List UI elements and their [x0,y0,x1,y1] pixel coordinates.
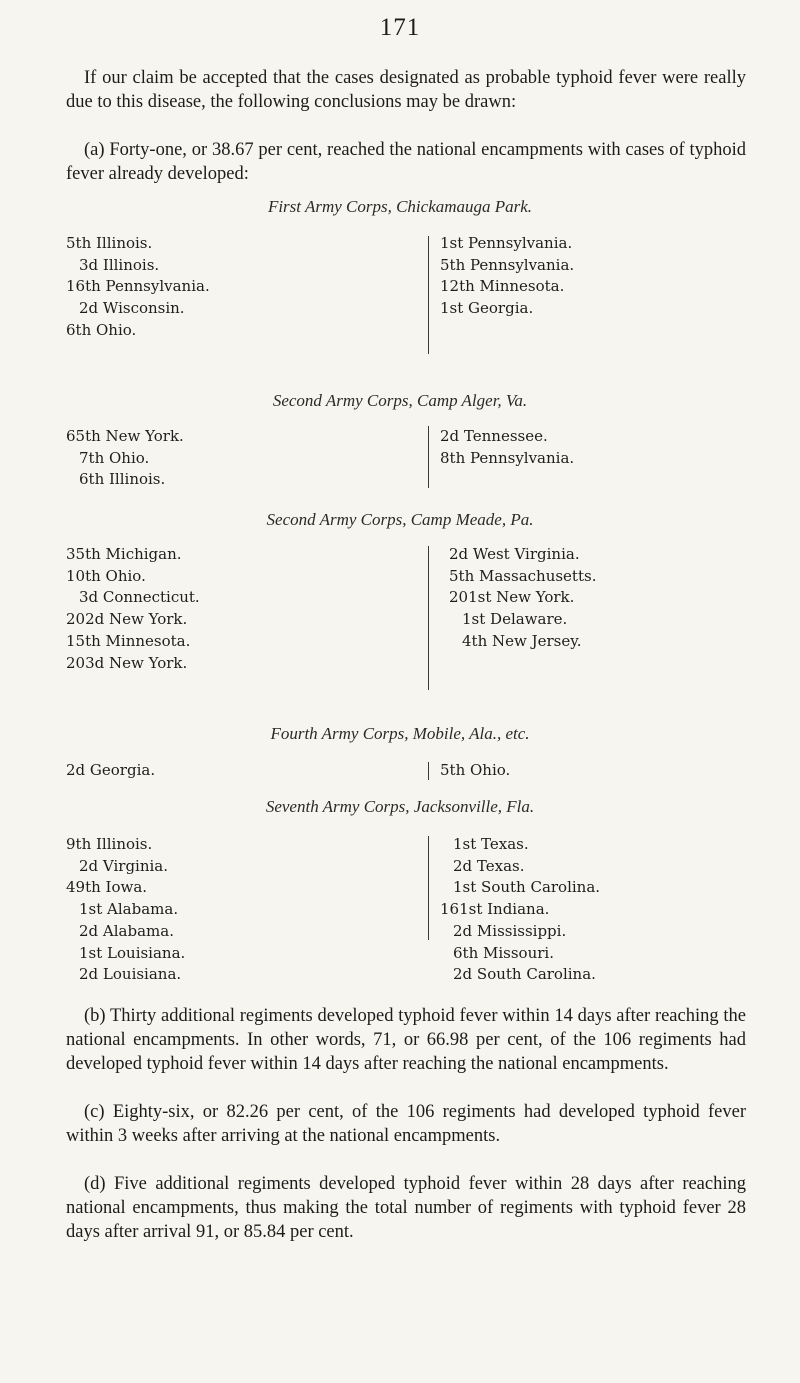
regiment-item: 16th Pennsylvania. [66,277,210,296]
conclusion-d: (d) Five additional regiments developed typhoid fever within 28 days after reaching national encampments, thus making the total number of regiments with typhoid fever 28 days after arrival 91, or 85.84 per cent. [66,1174,746,1242]
regiment-item: 2d Wisconsin. [79,299,185,318]
left-column-first-corps [66,233,210,342]
section-heading-first-corps: First Army Corps, Chickamauga Park. [267,197,533,216]
column-divider [428,762,429,780]
section-heading-camp-alger: Second Army Corps, Camp Alger, Va. [272,391,528,410]
conclusion-a: (a) Forty-one, or 38.67 per cent, reached the national encampments with cases of typhoid fever already developed: [66,140,746,184]
regiment-item: 5th Ohio. [440,761,511,779]
regiment-item: 2d Texas. [453,856,525,875]
regiment-item: 8th Pennsylvania. [440,448,575,467]
regiment-item: 15th Minnesota. [66,631,191,650]
regiment-item: 9th Illinois. [66,835,153,853]
regiment-item: 1st Louisiana. [79,943,186,962]
right-column-camp-meade [449,544,596,653]
regiment-item: 2d Mississippi. [453,921,567,940]
column-divider [428,236,429,354]
section-heading-fourth-corps: Fourth Army Corps, Mobile, Ala., etc. [270,724,530,743]
right-column-first-corps [440,233,574,320]
regiment-item: 203d New York. [66,653,188,672]
regiment-item: 202d New York. [66,610,188,629]
regiment-item: 1st Georgia. [440,299,534,318]
regiment-item: 1st South Carolina. [453,878,601,897]
left-column-camp-alger [66,426,184,491]
column-divider [428,426,429,488]
regiment-item: 7th Ohio. [79,448,150,467]
regiment-item: 2d Louisiana. [79,965,182,984]
regiment-item: 1st Texas. [453,835,529,853]
regiment-item: 2d South Carolina. [453,965,596,984]
column-divider [428,546,429,690]
regiment-item: 35th Michigan. [66,545,182,563]
regiment-item: 1st Pennsylvania. [440,234,573,252]
left-column-fourth-corps [66,760,155,782]
regiment-item: 3d Illinois. [79,255,160,274]
page-number: 171 [379,14,421,41]
regiment-item: 49th Iowa. [66,878,148,897]
regiment-item: 4th New Jersey. [462,631,582,650]
regiment-item: 6th Illinois. [79,470,166,489]
section-heading-seventh-corps: Seventh Army Corps, Jacksonville, Fla. [265,797,535,816]
regiment-item: 2d Georgia. [66,761,156,779]
regiment-item: 3d Connecticut. [79,588,200,607]
regiment-item: 201st New York. [449,588,575,607]
section-heading-camp-meade: Second Army Corps, Camp Meade, Pa. [266,510,534,529]
left-column-camp-meade [66,544,200,674]
regiment-item: 161st Indiana. [440,900,550,919]
regiment-item: 6th Ohio. [66,320,137,339]
regiment-item: 2d West Virginia. [449,545,580,563]
conclusion-b: (b) Thirty additional regiments developed typhoid fever within 14 days after reaching the national encampments. In other words, 71, or 66.98 per cent, of the 106 regiments had developed typhoid fever within 14 days after reaching the national encampments. [66,1006,746,1074]
left-column-seventh-corps [66,834,185,986]
regiment-item: 5th Illinois. [66,234,153,252]
regiment-item: 1st Delaware. [462,610,568,629]
regiment-item: 2d Virginia. [79,856,169,875]
regiment-item: 1st Alabama. [79,900,179,919]
regiment-item: 2d Alabama. [79,921,174,940]
regiment-item: 2d Tennessee. [440,427,548,445]
regiment-item: 65th New York. [66,427,184,445]
right-column-seventh-corps [440,834,600,986]
regiment-item: 5th Massachusetts. [449,566,597,585]
conclusion-c: (c) Eighty-six, or 82.26 per cent, of the 106 regiments had developed typhoid fever within 3 weeks after arriving at the national encampments. [66,1102,746,1146]
regiment-item: 10th Ohio. [66,566,146,585]
regiment-item: 12th Minnesota. [440,277,565,296]
column-divider [428,836,429,940]
right-column-camp-alger [440,426,574,469]
intro-paragraph: If our claim be accepted that the cases designated as probable typhoid fever were really due to this disease, the following conclusions may be drawn: [66,68,746,112]
regiment-item: 6th Missouri. [453,943,554,962]
regiment-item: 5th Pennsylvania. [440,255,575,274]
right-column-fourth-corps [440,760,510,782]
